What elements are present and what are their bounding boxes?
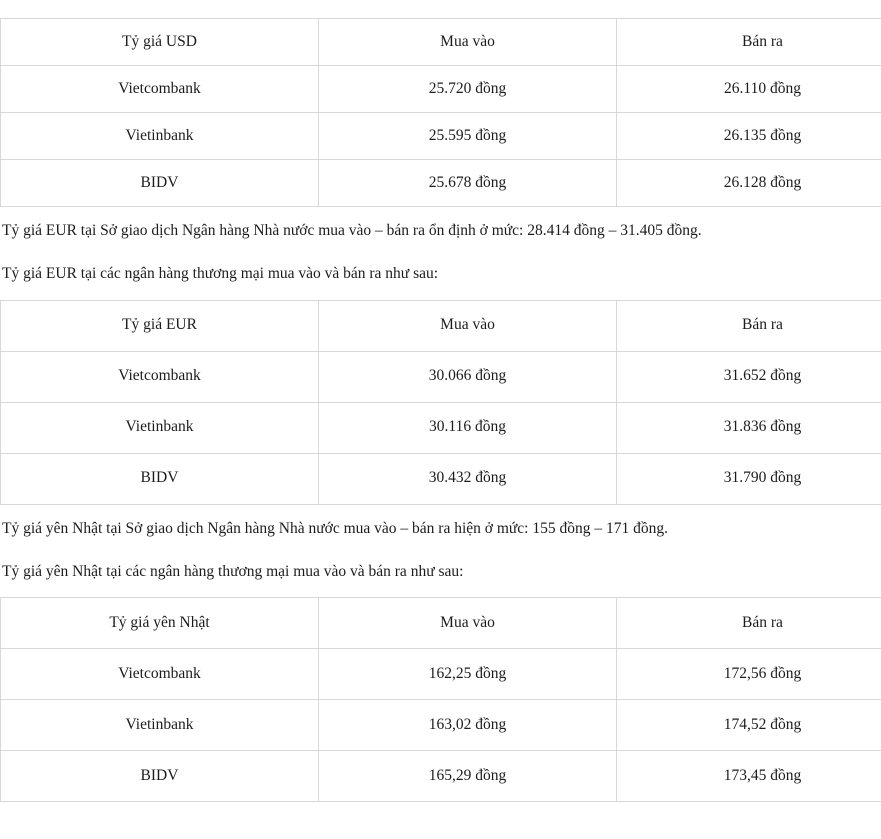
column-header-buy: Mua vào [319, 598, 617, 649]
table-row [1, 700, 881, 751]
spacer [0, 583, 881, 597]
buy-rate: 25.595 đồng [319, 113, 617, 160]
buy-rate: 25.678 đồng [319, 160, 617, 207]
column-header-sell: Bán ra [617, 19, 881, 66]
table-row [1, 402, 881, 453]
table-row [1, 351, 881, 402]
spacer [0, 505, 881, 517]
bank-name: BIDV [1, 751, 319, 802]
spacer [0, 540, 881, 560]
table-header-row [1, 598, 881, 649]
spacer [0, 286, 881, 300]
buy-rate: 30.116 đồng [319, 402, 617, 453]
jpy-exchange-rate-table [0, 597, 881, 802]
bank-name: BIDV [1, 160, 319, 207]
column-header-currency: Tỷ giá USD [1, 19, 319, 66]
table-row [1, 751, 881, 802]
column-header-buy: Mua vào [319, 300, 617, 351]
spacer [0, 207, 881, 219]
paragraph-jpy-commercial-banks: Tỷ giá yên Nhật tại các ngân hàng thương mại mua vào và bán ra như sau: [2, 562, 464, 580]
table-row [1, 160, 881, 207]
sell-rate: 26.128 đồng [617, 160, 881, 207]
bank-name: Vietcombank [1, 66, 319, 113]
paragraph-eur-central-bank: Tỷ giá EUR tại Sở giao dịch Ngân hàng Nhà nước mua vào – bán ra ổn định ở mức: 28.414 đồng – 31.405 đồng. [2, 222, 702, 239]
sell-rate: 26.135 đồng [617, 113, 881, 160]
spacer [0, 242, 881, 262]
sell-rate: 31.652 đồng [617, 351, 881, 402]
buy-rate: 165,29 đồng [319, 751, 617, 802]
sell-rate: 174,52 đồng [617, 700, 881, 751]
bank-name: Vietcombank [1, 351, 319, 402]
sell-rate: 31.836 đồng [617, 402, 881, 453]
table-row [1, 113, 881, 160]
column-header-sell: Bán ra [617, 300, 881, 351]
bank-name: Vietinbank [1, 700, 319, 751]
sell-rate: 26.110 đồng [617, 66, 881, 113]
buy-rate: 30.432 đồng [319, 453, 617, 504]
table-row [1, 66, 881, 113]
buy-rate: 25.720 đồng [319, 66, 617, 113]
paragraph-jpy-central-bank: Tỷ giá yên Nhật tại Sở giao dịch Ngân hàng Nhà nước mua vào – bán ra hiện ở mức: 155 đồng – 171 đồng. [2, 519, 668, 537]
bank-name: Vietinbank [1, 402, 319, 453]
table-row [1, 453, 881, 504]
top-spacer [0, 0, 881, 9]
column-header-currency: Tỷ giá yên Nhật [1, 598, 319, 649]
table-header-row [1, 300, 881, 351]
bank-name: Vietcombank [1, 649, 319, 700]
buy-rate: 162,25 đồng [319, 649, 617, 700]
bank-name: BIDV [1, 453, 319, 504]
table-row [1, 649, 881, 700]
column-header-sell: Bán ra [617, 598, 881, 649]
sell-rate: 173,45 đồng [617, 751, 881, 802]
buy-rate: 163,02 đồng [319, 700, 617, 751]
bank-name: Vietinbank [1, 113, 319, 160]
paragraph-eur-commercial-banks: Tỷ giá EUR tại các ngân hàng thương mại mua vào và bán ra như sau: [2, 265, 439, 283]
buy-rate: 30.066 đồng [319, 351, 617, 402]
column-header-currency: Tỷ giá EUR [1, 300, 319, 351]
eur-exchange-rate-table [0, 300, 881, 505]
table-header-row [1, 19, 881, 66]
usd-exchange-rate-table [0, 18, 881, 207]
column-header-buy: Mua vào [319, 19, 617, 66]
sell-rate: 31.790 đồng [617, 453, 881, 504]
sell-rate: 172,56 đồng [617, 649, 881, 700]
